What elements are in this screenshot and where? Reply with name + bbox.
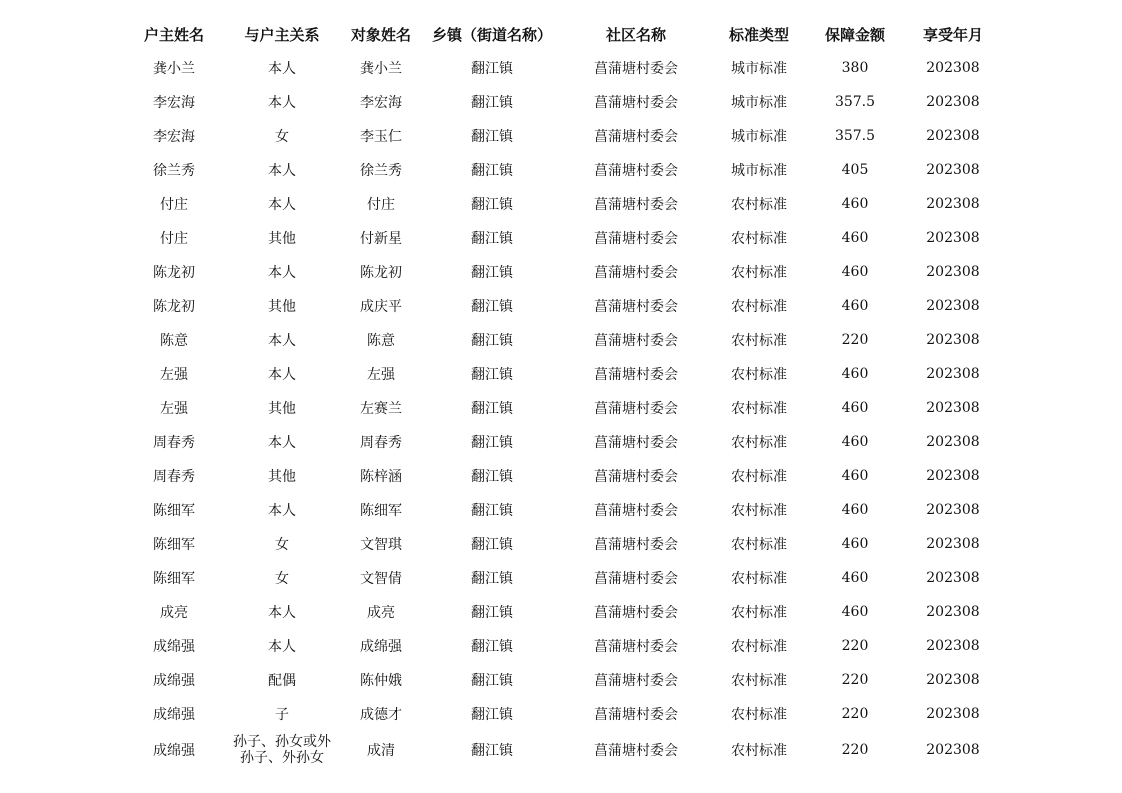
table-row	[120, 697, 1000, 731]
cell-period: 202308	[926, 604, 980, 620]
table-row	[120, 459, 1000, 493]
cell-amount: 460	[841, 434, 869, 450]
cell-recipient-name: 李玉仁	[360, 129, 402, 145]
cell-period: 202308	[926, 128, 980, 144]
cell-householder: 李宏海	[153, 95, 195, 111]
cell-relation: 本人	[268, 95, 296, 111]
cell-town: 翻江镇	[471, 367, 513, 383]
cell-community: 菖蒲塘村委会	[594, 231, 678, 247]
cell-standard-type: 农村标准	[731, 707, 787, 723]
cell-amount: 460	[841, 468, 869, 484]
cell-amount: 460	[841, 536, 869, 552]
cell-community: 菖蒲塘村委会	[594, 605, 678, 621]
cell-relation-line: 孙子、孙女或外	[233, 734, 331, 750]
cell-householder: 左强	[160, 367, 188, 383]
cell-relation-line: 孙子、外孙女	[240, 750, 324, 766]
cell-householder: 陈龙初	[153, 299, 195, 315]
cell-town: 翻江镇	[471, 469, 513, 485]
cell-period: 202308	[926, 434, 980, 450]
cell-amount: 460	[841, 570, 869, 586]
cell-relation: 子	[275, 707, 289, 723]
cell-recipient-name: 陈细军	[360, 503, 402, 519]
cell-community: 菖蒲塘村委会	[594, 367, 678, 383]
cell-relation: 其他	[268, 299, 296, 315]
cell-relation: 本人	[268, 503, 296, 519]
cell-householder: 李宏海	[153, 129, 195, 145]
cell-amount: 220	[841, 672, 869, 688]
cell-amount: 380	[841, 60, 869, 76]
table-row	[120, 663, 1000, 697]
cell-relation	[228, 731, 336, 769]
cell-standard-type: 农村标准	[731, 743, 787, 759]
cell-town: 翻江镇	[471, 503, 513, 519]
cell-standard-type: 农村标准	[731, 435, 787, 451]
cell-householder: 成绵强	[153, 707, 195, 723]
cell-community: 菖蒲塘村委会	[594, 571, 678, 587]
cell-community: 菖蒲塘村委会	[594, 401, 678, 417]
cell-recipient-name: 左赛兰	[360, 401, 402, 417]
cell-householder: 徐兰秀	[153, 163, 195, 179]
cell-amount: 460	[841, 400, 869, 416]
cell-amount: 460	[841, 366, 869, 382]
cell-community: 菖蒲塘村委会	[594, 333, 678, 349]
cell-recipient-name: 成亮	[367, 605, 395, 621]
cell-relation: 配偶	[268, 673, 296, 689]
cell-town: 翻江镇	[471, 673, 513, 689]
cell-householder: 陈细军	[153, 537, 195, 553]
table-header-row	[120, 17, 1000, 51]
table-row	[120, 731, 1000, 769]
cell-period: 202308	[926, 706, 980, 722]
cell-town: 翻江镇	[471, 571, 513, 587]
cell-recipient-name: 成清	[367, 743, 395, 759]
header-recipient-name: 对象姓名	[350, 25, 411, 44]
cell-amount: 405	[841, 162, 869, 178]
table-row	[120, 255, 1000, 289]
cell-recipient-name: 龚小兰	[360, 61, 402, 77]
cell-standard-type: 农村标准	[731, 299, 787, 315]
cell-community: 菖蒲塘村委会	[594, 673, 678, 689]
cell-relation: 本人	[268, 605, 296, 621]
cell-householder: 陈细军	[153, 571, 195, 587]
header-householder: 户主姓名	[143, 25, 204, 44]
cell-relation: 其他	[268, 231, 296, 247]
cell-community: 菖蒲塘村委会	[594, 197, 678, 213]
cell-householder: 陈意	[160, 333, 188, 349]
cell-community: 菖蒲塘村委会	[594, 435, 678, 451]
cell-standard-type: 农村标准	[731, 571, 787, 587]
header-community: 社区名称	[605, 25, 666, 44]
cell-householder: 陈细军	[153, 503, 195, 519]
cell-standard-type: 城市标准	[731, 163, 787, 179]
cell-town: 翻江镇	[471, 707, 513, 723]
cell-relation: 本人	[268, 367, 296, 383]
table-row	[120, 85, 1000, 119]
table-row	[120, 187, 1000, 221]
cell-householder: 左强	[160, 401, 188, 417]
cell-householder: 成绵强	[153, 639, 195, 655]
cell-period: 202308	[926, 162, 980, 178]
cell-community: 菖蒲塘村委会	[594, 61, 678, 77]
cell-relation: 本人	[268, 333, 296, 349]
cell-town: 翻江镇	[471, 163, 513, 179]
header-standard-type: 标准类型	[728, 25, 789, 44]
cell-householder: 付庄	[160, 231, 188, 247]
cell-town: 翻江镇	[471, 435, 513, 451]
cell-relation: 本人	[268, 265, 296, 281]
cell-town: 翻江镇	[471, 639, 513, 655]
cell-period: 202308	[926, 400, 980, 416]
cell-householder: 陈龙初	[153, 265, 195, 281]
cell-amount: 220	[841, 332, 869, 348]
table-row	[120, 221, 1000, 255]
cell-town: 翻江镇	[471, 401, 513, 417]
cell-community: 菖蒲塘村委会	[594, 707, 678, 723]
cell-amount: 460	[841, 230, 869, 246]
cell-town: 翻江镇	[471, 605, 513, 621]
cell-period: 202308	[926, 672, 980, 688]
table-row	[120, 289, 1000, 323]
cell-standard-type: 农村标准	[731, 537, 787, 553]
cell-amount: 460	[841, 298, 869, 314]
cell-period: 202308	[926, 366, 980, 382]
cell-amount: 220	[841, 742, 869, 758]
table-row	[120, 357, 1000, 391]
cell-amount: 357.5	[834, 128, 876, 144]
cell-town: 翻江镇	[471, 95, 513, 111]
table-row	[120, 323, 1000, 357]
cell-town: 翻江镇	[471, 537, 513, 553]
cell-amount: 357.5	[834, 94, 876, 110]
cell-householder: 龚小兰	[153, 61, 195, 77]
cell-community: 菖蒲塘村委会	[594, 469, 678, 485]
cell-period: 202308	[926, 60, 980, 76]
cell-relation: 女	[275, 129, 289, 145]
cell-householder: 成绵强	[153, 673, 195, 689]
cell-town: 翻江镇	[471, 299, 513, 315]
cell-standard-type: 农村标准	[731, 605, 787, 621]
table-row	[120, 425, 1000, 459]
cell-standard-type: 农村标准	[731, 401, 787, 417]
cell-community: 菖蒲塘村委会	[594, 537, 678, 553]
cell-amount: 460	[841, 604, 869, 620]
cell-recipient-name: 付新星	[360, 231, 402, 247]
table-row	[120, 391, 1000, 425]
cell-town: 翻江镇	[471, 265, 513, 281]
cell-recipient-name: 陈意	[367, 333, 395, 349]
cell-standard-type: 城市标准	[731, 95, 787, 111]
cell-town: 翻江镇	[471, 129, 513, 145]
cell-town: 翻江镇	[471, 197, 513, 213]
header-amount: 保障金额	[824, 25, 885, 44]
cell-period: 202308	[926, 468, 980, 484]
cell-recipient-name: 付庄	[367, 197, 395, 213]
cell-standard-type: 农村标准	[731, 639, 787, 655]
table-row	[120, 493, 1000, 527]
cell-community: 菖蒲塘村委会	[594, 743, 678, 759]
cell-standard-type: 农村标准	[731, 333, 787, 349]
cell-amount: 460	[841, 264, 869, 280]
cell-relation: 其他	[268, 469, 296, 485]
cell-period: 202308	[926, 264, 980, 280]
table-row	[120, 561, 1000, 595]
cell-relation: 女	[275, 571, 289, 587]
cell-community: 菖蒲塘村委会	[594, 163, 678, 179]
table-body	[120, 51, 1000, 769]
cell-town: 翻江镇	[471, 743, 513, 759]
cell-householder: 成绵强	[153, 743, 195, 759]
cell-relation: 本人	[268, 197, 296, 213]
cell-community: 菖蒲塘村委会	[594, 95, 678, 111]
header-period: 享受年月	[922, 25, 983, 44]
cell-recipient-name: 成德才	[360, 707, 402, 723]
cell-standard-type: 农村标准	[731, 231, 787, 247]
cell-period: 202308	[926, 196, 980, 212]
cell-recipient-name: 成绵强	[360, 639, 402, 655]
cell-householder: 周春秀	[153, 435, 195, 451]
cell-householder: 付庄	[160, 197, 188, 213]
table-row	[120, 527, 1000, 561]
cell-relation: 本人	[268, 61, 296, 77]
cell-standard-type: 农村标准	[731, 367, 787, 383]
cell-relation: 本人	[268, 639, 296, 655]
cell-amount: 460	[841, 502, 869, 518]
cell-recipient-name: 文智琪	[360, 537, 402, 553]
cell-period: 202308	[926, 230, 980, 246]
cell-period: 202308	[926, 536, 980, 552]
cell-recipient-name: 陈仲娥	[360, 673, 402, 689]
table-row	[120, 153, 1000, 187]
cell-amount: 220	[841, 706, 869, 722]
cell-community: 菖蒲塘村委会	[594, 639, 678, 655]
cell-standard-type: 农村标准	[731, 673, 787, 689]
cell-recipient-name: 李宏海	[360, 95, 402, 111]
cell-householder: 周春秀	[153, 469, 195, 485]
table-row	[120, 629, 1000, 663]
cell-recipient-name: 成庆平	[360, 299, 402, 315]
cell-community: 菖蒲塘村委会	[594, 503, 678, 519]
cell-standard-type: 农村标准	[731, 503, 787, 519]
cell-relation: 本人	[268, 163, 296, 179]
cell-recipient-name: 左强	[367, 367, 395, 383]
table-row	[120, 51, 1000, 85]
header-relation: 与户主关系	[244, 25, 320, 44]
cell-amount: 220	[841, 638, 869, 654]
cell-recipient-name: 文智倩	[360, 571, 402, 587]
cell-period: 202308	[926, 298, 980, 314]
subsidy-roster-table	[120, 17, 1000, 769]
cell-period: 202308	[926, 742, 980, 758]
cell-relation: 其他	[268, 401, 296, 417]
cell-standard-type: 农村标准	[731, 265, 787, 281]
cell-standard-type: 农村标准	[731, 197, 787, 213]
table-row	[120, 119, 1000, 153]
cell-town: 翻江镇	[471, 333, 513, 349]
cell-town: 翻江镇	[471, 61, 513, 77]
cell-recipient-name: 徐兰秀	[360, 163, 402, 179]
cell-period: 202308	[926, 638, 980, 654]
cell-period: 202308	[926, 332, 980, 348]
cell-standard-type: 城市标准	[731, 129, 787, 145]
cell-relation: 本人	[268, 435, 296, 451]
cell-period: 202308	[926, 94, 980, 110]
table-row	[120, 595, 1000, 629]
cell-standard-type: 农村标准	[731, 469, 787, 485]
cell-standard-type: 城市标准	[731, 61, 787, 77]
cell-period: 202308	[926, 570, 980, 586]
cell-householder: 成亮	[160, 605, 188, 621]
cell-recipient-name: 陈龙初	[360, 265, 402, 281]
cell-town: 翻江镇	[471, 231, 513, 247]
cell-recipient-name: 周春秀	[360, 435, 402, 451]
cell-recipient-name: 陈梓涵	[360, 469, 402, 485]
cell-community: 菖蒲塘村委会	[594, 265, 678, 281]
cell-period: 202308	[926, 502, 980, 518]
cell-community: 菖蒲塘村委会	[594, 129, 678, 145]
header-town: 乡镇（街道名称）	[431, 25, 552, 44]
cell-relation: 女	[275, 537, 289, 553]
cell-amount: 460	[841, 196, 869, 212]
cell-community: 菖蒲塘村委会	[594, 299, 678, 315]
